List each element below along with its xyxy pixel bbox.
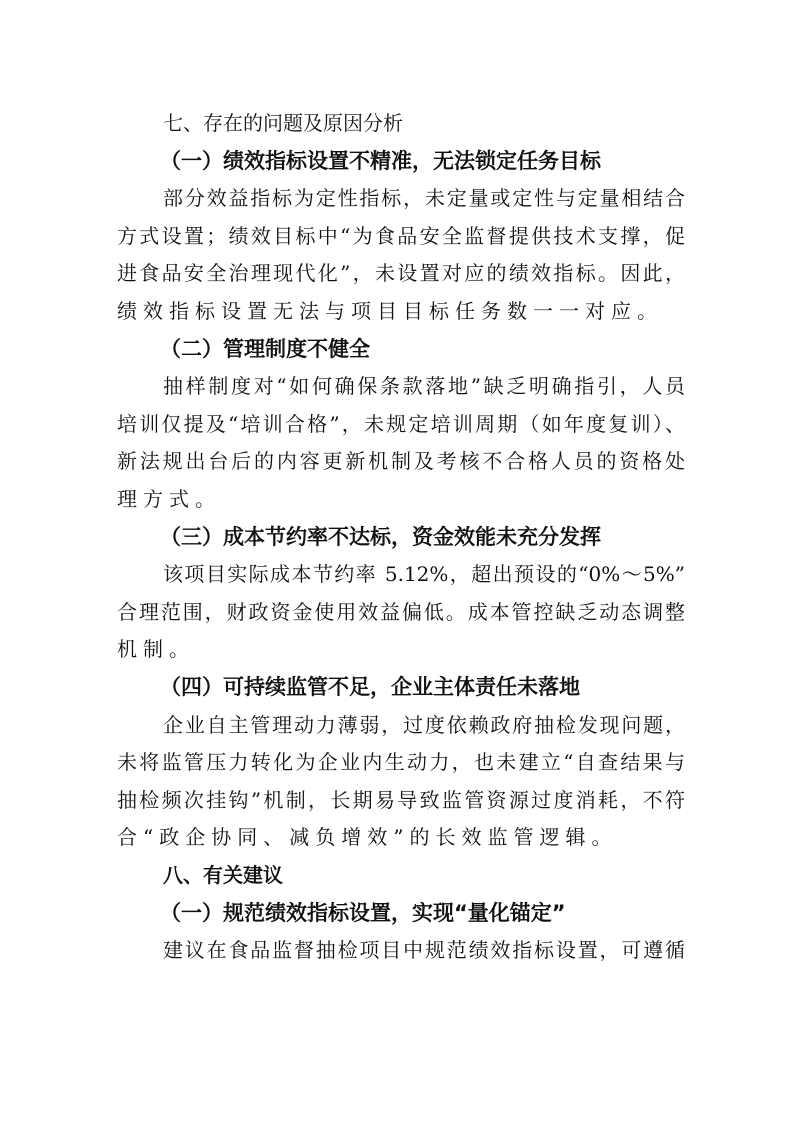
- section-heading: 七、存在的问题及原因分析: [163, 111, 403, 135]
- paragraph-line: 抽样制度对“如何确保条款落地”缺乏明确指引，人员: [163, 374, 685, 399]
- subsection-heading: （四）可持续监管不足，企业主体责任未落地: [160, 675, 580, 699]
- paragraph-line: 培训仅提及“培训合格”，未规定培训周期（如年度复训）、: [117, 411, 685, 436]
- paragraph-line: 合理范围，财政资金使用效益偏低。成本管控缺乏动态调整: [117, 599, 685, 624]
- paragraph-line: 部分效益指标为定性指标，未定量或定性与定量相结合: [163, 186, 685, 211]
- paragraph-line: 进食品安全治理现代化”，未设置对应的绩效指标。因此，: [117, 261, 685, 286]
- paragraph-line: 未将监管压力转化为企业内生动力，也未建立“自查结果与: [117, 750, 685, 775]
- paragraph-line: 企业自主管理动力薄弱，过度依赖政府抽检发现问题，: [163, 712, 685, 737]
- subsection-heading: （三）成本节约率不达标，资金效能未充分发挥: [160, 524, 601, 549]
- subsection-heading: （一）绩效指标设置不精准，无法锁定任务目标: [160, 148, 601, 173]
- paragraph-line: 合“政企协同、减负增效”的长效监管逻辑。: [117, 825, 618, 850]
- subsection-heading: （二）管理制度不健全: [160, 336, 370, 361]
- paragraph-line: 机制。: [117, 637, 195, 662]
- paragraph-line: 绩效指标设置无法与项目目标任务数一一对应。: [117, 299, 663, 323]
- subsection-heading: （一）规范绩效指标设置，实现“量化锚定”: [160, 900, 566, 925]
- paragraph-line: 抽检频次挂钩”机制，长期易导致监管资源过度消耗，不符: [117, 787, 685, 812]
- section-heading: 八、有关建议: [163, 863, 283, 887]
- paragraph-line: 理方式。: [117, 487, 221, 511]
- paragraph-line: 建议在食品监督抽检项目中规范绩效指标设置，可遵循: [163, 938, 685, 963]
- paragraph-line: 新法规出台后的内容更新机制及考核不合格人员的资格处: [117, 449, 685, 474]
- paragraph-line: 该项目实际成本节约率 5.12%，超出预设的“0%～5%”: [163, 562, 685, 587]
- paragraph-line: 方式设置；绩效目标中“为食品安全监督提供技术支撑，促: [117, 223, 685, 248]
